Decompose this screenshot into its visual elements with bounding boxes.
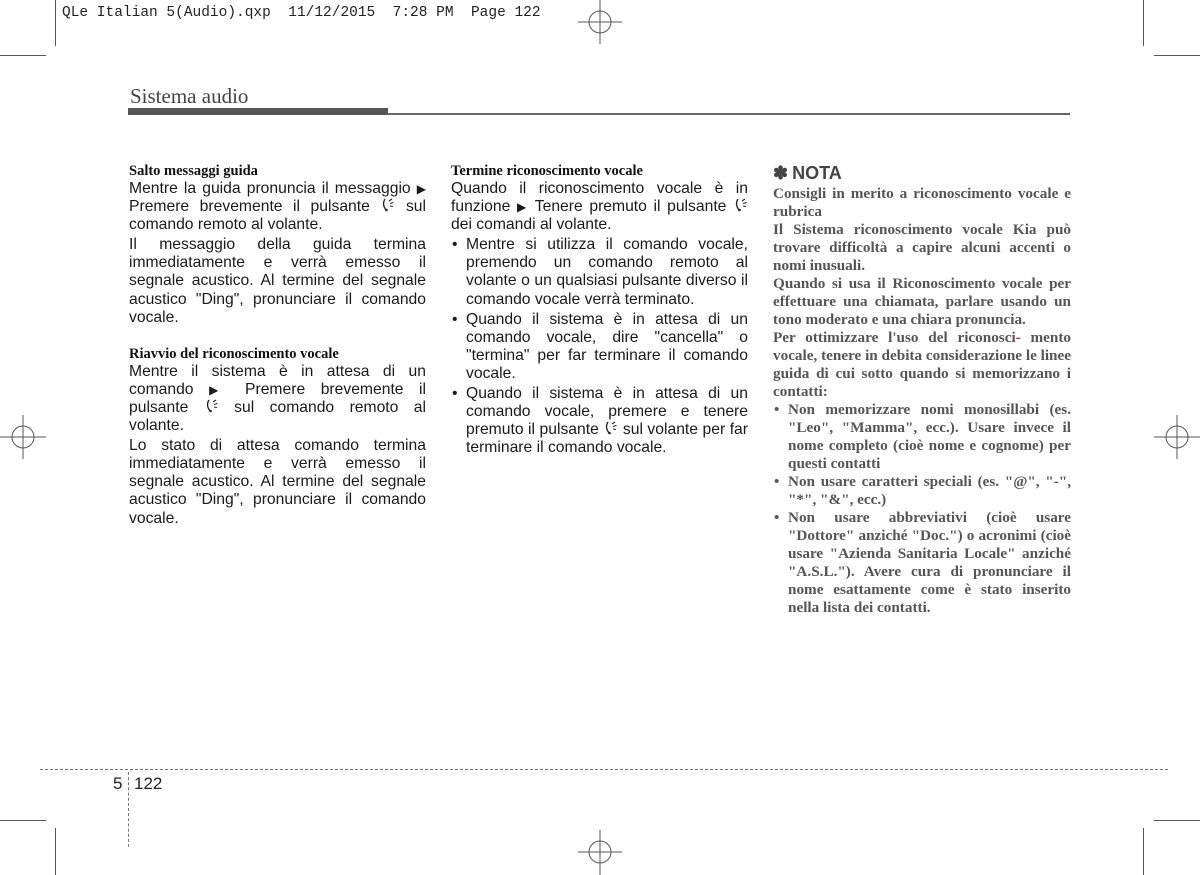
asterisk-icon: ✽ [773, 163, 789, 183]
registration-mark-right [1154, 415, 1200, 459]
text: Tenere premuto il pulsante [534, 198, 727, 216]
talk-button-icon [204, 399, 219, 413]
column-middle [451, 162, 748, 459]
text: sul volante per far terminare il comando vocale. [466, 421, 749, 457]
talk-button-icon [380, 198, 395, 212]
header-rule-accent [128, 108, 388, 115]
text: dei comandi al volante. [451, 216, 612, 234]
paragraph [451, 180, 748, 457]
note-body [773, 185, 1071, 617]
hyphen-mark: - [1015, 329, 1021, 346]
talk-button-icon [733, 198, 748, 212]
arrow-right-icon: ▶ [516, 200, 529, 215]
note-heading-text: NOTA [792, 163, 842, 183]
text: Per ottimizzare l'uso del riconosci [773, 329, 1016, 346]
arrow-right-icon: ▶ [209, 382, 230, 397]
text: Premere brevemente il pulsante [129, 380, 427, 416]
registration-mark-left [0, 415, 46, 459]
bullet-list [451, 236, 748, 457]
footer-rule [40, 769, 1168, 770]
subheading-skip-prompts: Salto messaggi guida [129, 163, 258, 179]
note-subtitle: Consigli in merito a riconoscimento vocale e rubrica [773, 185, 1071, 220]
list-item: • Mentre si utilizza il comando vocale, premendo un comando remoto al volante o un qualsiasi pulsante diverso il comando vocale verrà terminato. [451, 236, 748, 308]
paragraph: Il Sistema riconoscimento vocale Kia può trovare difficoltà a capire alcuni accenti o nomi inusuali. [773, 221, 1071, 274]
list-item [451, 385, 748, 457]
note-heading [773, 162, 1071, 184]
text: Quando il riconoscimento vocale è in funzione [451, 180, 748, 216]
chapter-number: 5 [113, 774, 123, 793]
arrow-right-icon: ▶ [416, 182, 427, 196]
text: Mentre il sistema è in attesa di un comando [129, 362, 426, 398]
bullet-list [773, 401, 1071, 617]
text: Quando il sistema è in attesa di un comando vocale, premere e tenere premuto il pulsante [466, 385, 748, 439]
note-box [773, 162, 1071, 617]
talk-button-icon [603, 421, 618, 435]
column-left [129, 162, 426, 530]
list-item: • Non memorizzare nomi monosillabi (es. "Leo", "Mamma", ecc.). Usare invece il nome completo (cioè nome e cognome) per questi contatti [773, 401, 1071, 473]
paragraph [129, 180, 426, 327]
text: sul comando remoto al volante. [129, 198, 426, 234]
list-item: • Non usare caratteri speciali (es. "@", "-", "*", "&", ecc.) [773, 473, 1071, 509]
footer-divider [128, 772, 129, 847]
paragraph: Lo stato di attesa comando termina immediatamente e verrà emesso il segnale acustico. Al termine del segnale acustico "Ding", pronunciare il comando vocale. [129, 437, 426, 527]
page-number: 122 [134, 774, 163, 793]
list-item: • Quando il sistema è in attesa di un comando vocale, dire "cancella" o "termina" per far terminare il comando vocale. [451, 311, 748, 383]
subheading-restart-recognition: Riavvio del riconoscimento vocale [129, 345, 339, 362]
text: Premere brevemente il pulsante [129, 198, 370, 216]
paragraph: Il messaggio della guida termina immediatamente e verrà emesso il segnale acustico. Al termine del segnale acustico "Ding", pronunciare il comando vocale. [129, 236, 426, 326]
paragraph: Quando si usa il Riconoscimento vocale per effettuare una chiamata, parlare usando un tono moderato e una chiara pronuncia. [773, 275, 1071, 328]
print-slug: QLe Italian 5(Audio).qxp 11/12/2015 7:28 PM Page 122 [62, 5, 541, 21]
registration-mark-bottom [578, 830, 622, 875]
text: sul comando remoto al volante. [129, 398, 427, 435]
text: Mentre la guida pronuncia il messaggio [129, 180, 411, 197]
subheading-end-recognition: Termine riconoscimento vocale [451, 163, 643, 179]
header-rule [388, 113, 1070, 115]
text: mento vocale, tenere in debita considerazione le linee guida di cui sotto quando si memorizzano i contatti: [773, 329, 1072, 400]
registration-mark-top [578, 0, 622, 46]
list-item: • Non usare abbreviativi (cioè usare "Dottore" anziché "Doc.") o acronimi (cioè usare "Azienda Sanitaria Locale" anziché "A.S.L."). Avere cura di pronunciare il nome esattamente come è stato inserito nella lista dei contatti. [773, 509, 1071, 617]
section-title: Sistema audio [130, 84, 249, 108]
paragraph [129, 363, 426, 528]
paragraph [773, 329, 1071, 401]
